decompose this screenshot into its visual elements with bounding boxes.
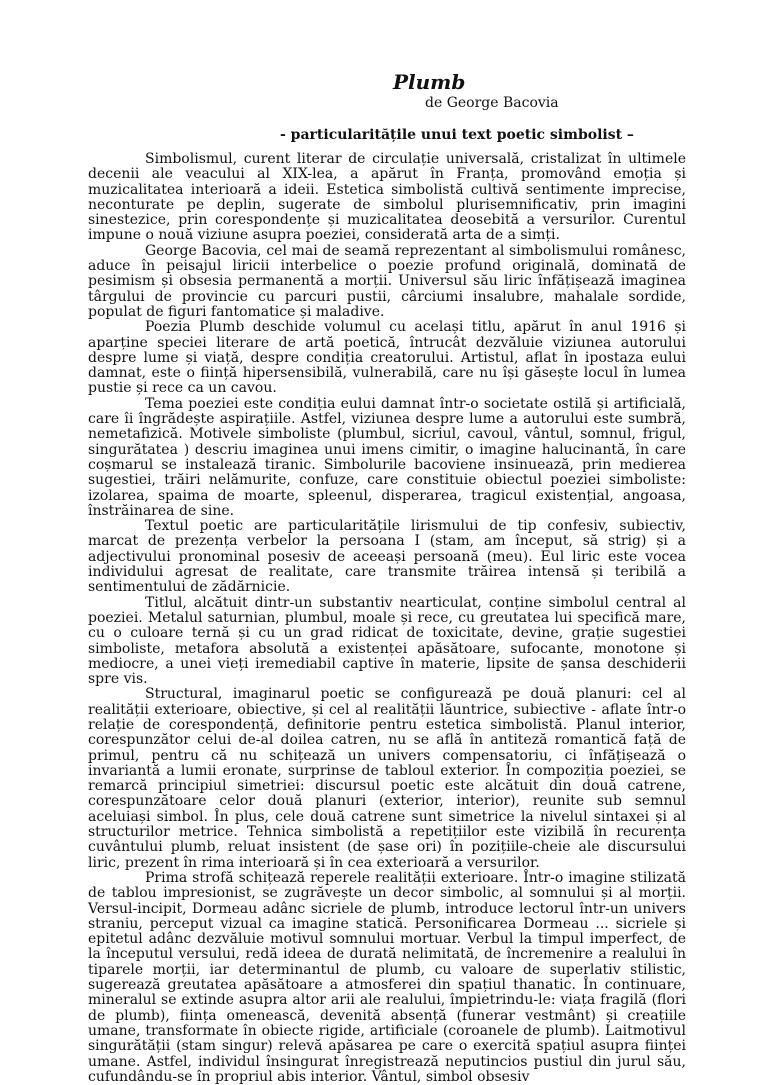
paragraph-simbolism: Simbolismul, curent literar de circulație universală, cristalizat în ultimele decenii ale veacului al XIX-lea, a apărut în Franța, promovând emoția și muzicalitatea interioară a ideii. Estetica simbolistă cultivă sentimente imprecise, neconturate pe deplin, sugerate de simbolul plurisemnificativ, prin imagini sinestezice, prin corespondențe și muzicalitatea deosebită a versurilor. Curentul impune o nouă viziune asupra poeziei, considerată arta de a simți. [88,151,686,244]
paragraph-structural: Structural, imaginarul poetic se configurează pe două planuri: cel al realității exterioare, obiective, și cel al realității lăuntrice, subiective - aflate într-o relație de corespondență, definitorie pentru estetica simbolistă. Planul interior, corespunzător celui de-al doilea catren, nu se află în antiteză romantică față de primul, pentru că nu schițează un univers compensatoriu, ci înfățișează o invariantă a lumii eronate, surprinse de tabloul exterior. În compoziția poeziei, se remarcă principiul simetriei: discursul poetic este alcătuit din două catrene, corespunzătoare celor două planuri (exterior, interior), reunite sub semnul aceluiași simbol. În plus, cele două catrene sunt simetrice la nivelul sintaxei și al structurilor metrice. Tehnica simbolistă a repetițiilor este vizibilă în recurența cuvântului plumb, reluat insistent (de șase ori) în pozițiile-cheie ale discursului liric, prezent în rima interioară și în cea exterioară a versurilor. [88,686,686,871]
paragraph-tema: Tema poeziei este condiția eului damnat într-o societate ostilă și artificială, care îi îngrădește aspirațiile. Astfel, viziunea despre lume a autorului este sumbră, nemetafizică. Motivele simboliste (plumbul, sicriul, cavoul, vântul, somnul, frigul, singurătatea ) descriu imaginea unui imens cimitir, o imagine halucinantă, în care coșmarul se instalează tiranic. Simbolurile bacoviene insinuează, prin medierea sugestiei, trăiri nelămurite, confuze, care constituie obiectul poeziei simboliste: izolarea, spaima de moarte, spleenul, disperarea, tragicul existențial, angoasa, înstrăinarea de sine. [88,395,686,519]
document-body [88,152,686,1085]
paragraph-lirism: Textul poetic are particularitățile lirismului de tip confesiv, subiectiv, marcat de prezența verbelor la persoana I (stam, am început, să strig) și a adjectivului pronominal posesiv de aceeași persoană (meu). Eul liric este vocea individului agresat de realitate, care transmite trăirea intensă și teribilă a sentimentului de zădărnicie. [88,518,686,596]
paragraph-george-bacovia: George Bacovia, cel mai de seamă reprezentant al simbolismului românesc, aduce în peisajul liricii interbelice o poezie profund originală, dominată de pesimism și obsesia permanentă a morții. Universul său liric înfățișează imaginea târgului de provincie cu parcuri pustii, cârciumi insalubre, mahalale sordide, populat de figuri fantomatice și maladive. [88,242,686,320]
document-author: de George Bacovia [425,95,559,111]
paragraph-titlul: Titlul, alcătuit dintr-un substantiv nearticulat, conține simbolul central al poeziei. Metalul saturnian, plumbul, moale și rece, cu greutatea lui specifică mare, cu o culoare ternă și cu un grad ridicat de toxicitate, devine, grație sugestiei simboliste, metafora absolută a existenței apăsătoare, sufocante, monotone și mediocre, a unei vieți iremediabil captive în materie, lipsite de șansa deschiderii spre vis. [88,594,686,688]
paragraph-poezia-plumb: Poezia Plumb deschide volumul cu același titlu, apărut în anul 1916 și aparține speciei literare de artă poetică, întrucât dezvăluie viziunea autorului despre lume și viață, despre condiția creatorului. Artistul, aflat în ipostaza eului damnat, este o ființă hipersensibilă, vulnerabilă, care nu își găsește locul în lumea pustie și rece ca un cavou. [88,319,686,397]
document-subtitle: - particularitățile unui text poetic simbolist – [280,127,634,143]
paragraph-prima-strofa: Prima strofă schițează reperele realității exterioare. Într-o imagine stilizată de tablou impresionist, se zugrăvește un decor simbolic, al somnului și al morții. Versul-incipit, Dormeau adânc sicriele de plumb, introduce lectorul într-un univers straniu, perceput vizual ca imagine statică. Personificarea Dormeau ... sicriele și epitetul adânc dezvăluie motivul somnului mortuar. Verbul la timpul imperfect, de la începutul versului, redă ideea de durată nelimitată, de încremenire a realului în tiparele morții, iar determinantul de plumb, cu valoare de superlativ stilistic, sugerează greutatea apăsătoare a atmosferei din spațiul thanatic. În continuare, mineralul se extinde asupra altor arii ale realului, împietrindu-le: viața fragilă (flori de plumb), ființa omenească, devenită absență (funerar vestmânt) și creațiile umane, transformate în obiecte rigide, artificiale (coroanele de plumb). Laitmotivul singurătății (stam singur) relevă apăsarea pe care o exercită spațiul asupra ființei umane. Astfel, individul însingurat înregistrează neputincios pustiul din jurul său, cufundându-se în propriul abis interior. Vântul, simbol obsesiv [88,869,686,1085]
document-title: Plumb [393,70,466,94]
